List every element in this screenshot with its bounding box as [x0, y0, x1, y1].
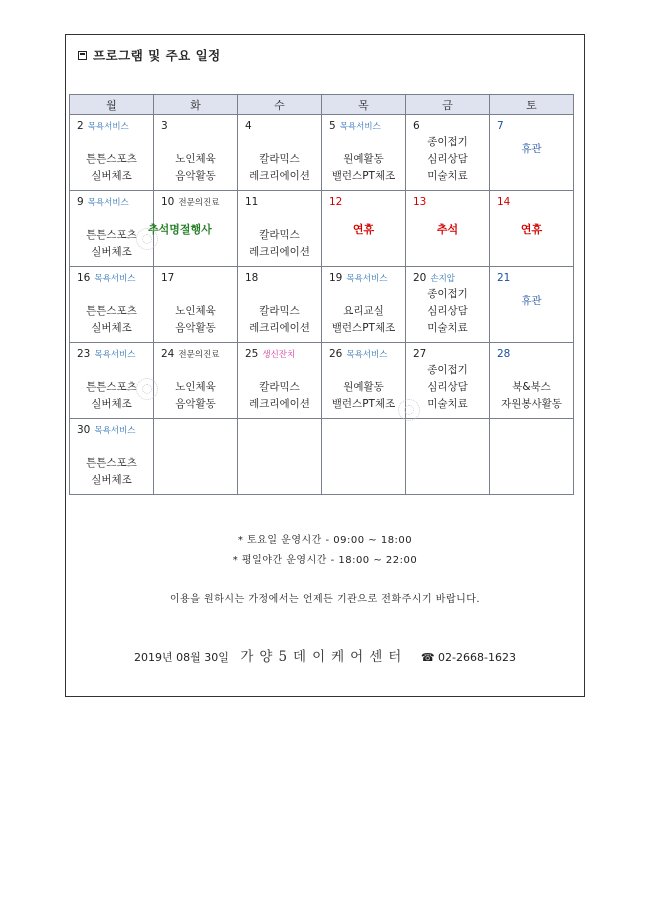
- calendar-day-cell: [490, 343, 574, 419]
- day-activities: [406, 134, 489, 185]
- day-activities: [238, 379, 321, 413]
- activity-line: 음악활동: [175, 398, 216, 410]
- day-number: [413, 348, 426, 360]
- calendar-day-cell: [154, 343, 238, 419]
- activity-line: 실버체조: [91, 246, 132, 258]
- day-event-tag: 목욕서비스: [87, 122, 129, 132]
- activity-line: 요리교실: [343, 305, 384, 317]
- day-event-tag: 목욕서비스: [339, 122, 381, 132]
- activity-line: 칼라믹스: [259, 305, 300, 317]
- weekday-header: 수: [238, 95, 322, 115]
- day-activities: [154, 151, 237, 185]
- activity-line: 음악활동: [175, 170, 216, 182]
- day-event-tag: 전문의진료: [178, 350, 220, 360]
- day-number-text: 21: [497, 272, 511, 284]
- activity-line: 실버체조: [91, 170, 132, 182]
- day-number: [329, 196, 342, 208]
- activity-line: 자원봉사활동: [501, 398, 562, 410]
- day-number: [161, 120, 168, 132]
- activity-line: 튼튼스포츠: [86, 305, 137, 317]
- day-number: [497, 120, 504, 132]
- day-activities: [490, 379, 573, 413]
- day-activities: [238, 151, 321, 185]
- day-activities: [322, 303, 405, 337]
- swirl-watermark: [136, 378, 158, 400]
- day-number: [245, 120, 252, 132]
- day-number-text: 12: [329, 196, 343, 208]
- day-number-text: 3: [161, 120, 168, 132]
- activity-line: 휴관: [521, 295, 542, 307]
- activity-line: 칼라믹스: [259, 381, 300, 393]
- activity-line: 튼튼스포츠: [86, 153, 137, 165]
- calendar-day-cell: [238, 343, 322, 419]
- day-activities: [238, 303, 321, 337]
- day-number-text: 2: [77, 120, 84, 132]
- day-number-text: 30: [77, 424, 91, 436]
- day-event-tag: 목욕서비스: [346, 350, 388, 360]
- calendar-day-cell: [238, 191, 322, 267]
- day-number: [329, 120, 381, 132]
- calendar-day-cell: [154, 115, 238, 191]
- day-number: [77, 424, 135, 436]
- day-number-text: 23: [77, 348, 91, 360]
- day-number: [77, 196, 129, 208]
- day-activities: [238, 227, 321, 261]
- day-number-text: 20: [413, 272, 427, 284]
- activity-line: 노인체육: [175, 381, 216, 393]
- day-activities: [70, 455, 153, 489]
- activity-line: 칼라믹스: [259, 153, 300, 165]
- day-number: [497, 272, 510, 284]
- calendar-day-cell: [148, 191, 238, 267]
- day-number: [413, 196, 426, 208]
- calendar-week-row: [70, 115, 574, 191]
- day-activities: [322, 221, 405, 238]
- day-number-text: 28: [497, 348, 511, 360]
- activity-line: 심리상담: [427, 153, 468, 165]
- activity-line: 튼튼스포츠: [86, 381, 137, 393]
- day-number-text: 27: [413, 348, 427, 360]
- weekday-header: 목: [322, 95, 406, 115]
- phone-number: 02-2668-1623: [438, 651, 516, 664]
- activity-line: 레크리에이션: [249, 170, 310, 182]
- activity-line: 칼라믹스: [259, 229, 300, 241]
- day-number: [497, 196, 510, 208]
- day-number: [245, 272, 258, 284]
- day-number-text: 17: [161, 272, 175, 284]
- calendar-day-cell: [238, 267, 322, 343]
- weeknight-hours-note: * 평일야간 운영시간 - 18:00 ~ 22:00: [232, 555, 418, 566]
- day-number-text: 16: [77, 272, 91, 284]
- day-number-text: 4: [245, 120, 252, 132]
- day-activities: [70, 303, 153, 337]
- calendar-day-cell: [154, 419, 238, 495]
- calendar-day-cell: [238, 115, 322, 191]
- footer: [0, 645, 650, 665]
- activity-line: 북&북스: [512, 381, 551, 393]
- calendar-day-cell: [490, 115, 574, 191]
- calendar-day-cell: [70, 115, 154, 191]
- day-number: [245, 196, 258, 208]
- organization-name: 가양5데이케어센터: [240, 649, 408, 665]
- activity-line: 밸런스PT체조: [331, 322, 396, 334]
- day-number-text: 11: [245, 196, 259, 208]
- day-number-text: 18: [245, 272, 259, 284]
- weekday-header-row: [70, 95, 574, 115]
- day-number: [413, 272, 455, 284]
- activity-line: 튼튼스포츠: [86, 229, 137, 241]
- activity-line: 노인체육: [175, 305, 216, 317]
- calendar-day-cell: [70, 267, 154, 343]
- activity-line: 실버체조: [91, 322, 132, 334]
- swirl-watermark: [398, 399, 420, 421]
- calendar-day-cell: [238, 419, 322, 495]
- activity-line: 원예활동: [343, 153, 384, 165]
- day-event-tag: 목욕서비스: [94, 274, 136, 284]
- activity-line: 미술치료: [427, 322, 468, 334]
- activity-line: 미술치료: [427, 398, 468, 410]
- day-activities: [490, 293, 573, 310]
- calendar-day-cell: [490, 419, 574, 495]
- day-activities: [490, 141, 573, 158]
- day-number-text: 26: [329, 348, 343, 360]
- day-number: [77, 120, 129, 132]
- section-title: 프로그램 및 주요 일정: [78, 46, 221, 64]
- day-number-text: 7: [497, 120, 504, 132]
- activity-line: 원예활동: [343, 381, 384, 393]
- weekday-header: 화: [154, 95, 238, 115]
- day-number: [413, 120, 420, 132]
- activity-line: 종이접기: [427, 288, 468, 300]
- day-number-text: 10: [161, 196, 175, 208]
- day-number-text: 14: [497, 196, 511, 208]
- day-event-tag: 목욕서비스: [346, 274, 388, 284]
- day-number-text: 9: [77, 196, 84, 208]
- day-number: [161, 348, 219, 360]
- day-activities: [406, 221, 489, 238]
- calendar-day-cell: [322, 343, 406, 419]
- activity-line: 실버체조: [91, 398, 132, 410]
- calendar-day-cell: [490, 191, 574, 267]
- calendar-day-cell: [322, 267, 406, 343]
- calendar-day-cell: [154, 267, 238, 343]
- activity-line: 추석명절행사: [148, 223, 212, 236]
- schedule-calendar: [69, 94, 574, 495]
- activity-line: 심리상담: [427, 381, 468, 393]
- day-number: [77, 348, 135, 360]
- calendar-day-cell: [322, 419, 406, 495]
- day-number: [329, 272, 387, 284]
- calendar-week-row: [70, 267, 574, 343]
- calendar-day-cell: [322, 191, 406, 267]
- day-number-text: 19: [329, 272, 343, 284]
- activity-line: 튼튼스포츠: [86, 457, 137, 469]
- activity-line: 종이접기: [427, 364, 468, 376]
- day-number-text: 5: [329, 120, 336, 132]
- activity-line: 심리상담: [427, 305, 468, 317]
- calendar-day-cell: [322, 115, 406, 191]
- day-number-text: 24: [161, 348, 175, 360]
- day-activities: [322, 379, 405, 413]
- day-number: [161, 272, 174, 284]
- activity-line: 실버체조: [91, 474, 132, 486]
- weekday-header: 월: [70, 95, 154, 115]
- day-event-tag: 목욕서비스: [94, 350, 136, 360]
- weekday-header: 토: [490, 95, 574, 115]
- activity-line: 휴관: [521, 143, 542, 155]
- activity-line: 레크리에이션: [249, 322, 310, 334]
- day-event-tag: 전문의진료: [178, 198, 220, 208]
- day-event-tag: 생신잔치: [262, 350, 296, 360]
- day-event-tag: 손지압: [430, 274, 456, 284]
- day-number-text: 13: [413, 196, 427, 208]
- activity-line: 밸런스PT체조: [331, 170, 396, 182]
- calendar-week-row: [70, 419, 574, 495]
- day-activities: [154, 379, 237, 413]
- contact-message: 이용을 원하시는 가정에서는 언제든 기관으로 전화주시기 바랍니다.: [169, 594, 481, 605]
- day-activities: [406, 286, 489, 337]
- day-activities: [70, 151, 153, 185]
- activity-line: 미술치료: [427, 170, 468, 182]
- day-activities: [490, 221, 573, 238]
- day-number-text: 6: [413, 120, 420, 132]
- day-number-text: 25: [245, 348, 259, 360]
- day-activities: [148, 221, 247, 238]
- calendar-day-cell: [70, 419, 154, 495]
- square-bullet-icon: [78, 51, 87, 60]
- day-activities: [154, 303, 237, 337]
- activity-line: 연휴: [520, 223, 543, 236]
- day-number: [497, 348, 510, 360]
- activity-line: 레크리에이션: [249, 398, 310, 410]
- telephone-icon: ☎: [420, 651, 435, 664]
- day-number: [77, 272, 135, 284]
- activity-line: 연휴: [352, 223, 375, 236]
- issue-date: 2019년 08월 30일: [134, 651, 229, 664]
- day-event-tag: 목욕서비스: [94, 426, 136, 436]
- weekday-header: 금: [406, 95, 490, 115]
- activity-line: 노인체육: [175, 153, 216, 165]
- activity-line: 음악활동: [175, 322, 216, 334]
- activity-line: 추석: [436, 223, 459, 236]
- swirl-watermark: [136, 228, 158, 250]
- saturday-hours-note: * 토요일 운영시간 - 09:00 ~ 18:00: [237, 535, 413, 546]
- calendar-day-cell: [406, 191, 490, 267]
- day-number: [329, 348, 387, 360]
- calendar-day-cell: [490, 267, 574, 343]
- calendar-day-cell: [406, 267, 490, 343]
- day-event-tag: 목욕서비스: [87, 198, 129, 208]
- activity-line: 레크리에이션: [249, 246, 310, 258]
- activity-line: 밸런스PT체조: [331, 398, 396, 410]
- calendar-day-cell: [406, 115, 490, 191]
- calendar-day-cell: [406, 419, 490, 495]
- day-activities: [322, 151, 405, 185]
- activity-line: 종이접기: [427, 136, 468, 148]
- day-number: [245, 348, 295, 360]
- day-number: [161, 196, 219, 208]
